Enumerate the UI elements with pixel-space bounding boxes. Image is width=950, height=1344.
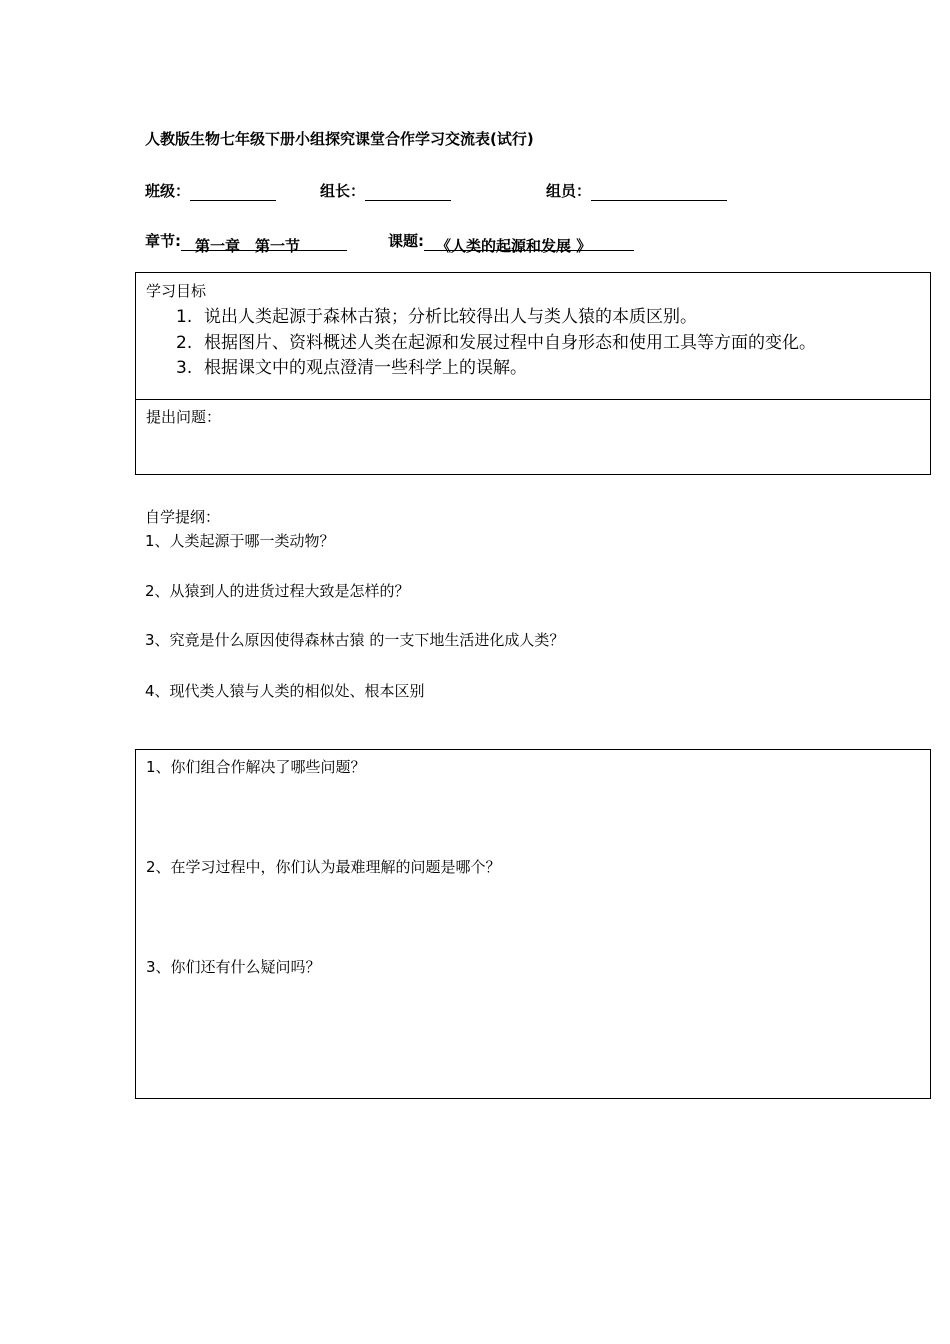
objective-text: 根据图片、资料概述人类在起源和发展过程中自身形态和使用工具等方面的变化。 [204,333,816,353]
chapter-field [145,230,347,255]
chapter-label: 章节: [145,232,181,250]
leader-field [320,180,451,201]
objectives-heading: 学习目标 [146,282,207,300]
document-title: 人教版生物七年级下册小组探究课堂合作学习交流表(试行) [145,130,534,148]
objective-item [176,353,527,378]
objectives-divider [136,399,930,400]
topic-field [388,230,634,255]
objective-number: 1. [176,307,193,327]
objective-item [176,328,816,353]
chapter-value[interactable]: 第一章 第一节 [181,235,347,251]
objective-number: 3. [176,358,193,378]
class-input[interactable] [190,185,276,201]
leader-input[interactable] [365,185,451,201]
answer-area[interactable] [146,880,916,940]
objective-text: 说出人类起源于森林古猿；分析比较得出人与类人猿的本质区别。 [204,307,697,327]
class-label: 班级： [145,182,191,200]
topic-label: 课题: [388,232,424,250]
group-question: 2、在学习过程中，你们认为最难理解的问题是哪个？ [146,858,501,876]
objective-text: 根据课文中的观点澄清一些科学上的误解。 [204,358,527,378]
topic-value[interactable]: 《人类的起源和发展 》 [424,235,634,251]
leader-label: 组长： [320,182,366,200]
members-input[interactable] [591,185,727,201]
ask-question-area[interactable] [146,428,916,468]
outline-item: 1、人类起源于哪一类动物？ [145,532,335,550]
outline-item: 4、现代类人猿与人类的相似处、根本区别 [145,682,425,700]
outline-item: 2、从猿到人的进货过程大致是怎样的？ [145,582,410,600]
answer-area[interactable] [146,780,916,840]
objective-item [176,302,697,327]
group-question: 1、你们组合作解决了哪些问题？ [146,758,366,776]
members-label: 组员： [546,182,592,200]
class-field [145,180,276,201]
self-study-heading: 自学提纲： [145,508,221,526]
answer-area[interactable] [146,980,916,1080]
group-questions-box [135,749,931,1099]
group-question: 3、你们还有什么疑问吗？ [146,958,321,976]
outline-item: 3、究竟是什么原因使得森林古猿 的一支下地生活进化成人类？ [145,631,565,649]
objective-number: 2. [176,333,193,353]
ask-question-label: 提出问题： [146,408,222,426]
objectives-box [135,272,931,475]
members-field [546,180,727,201]
